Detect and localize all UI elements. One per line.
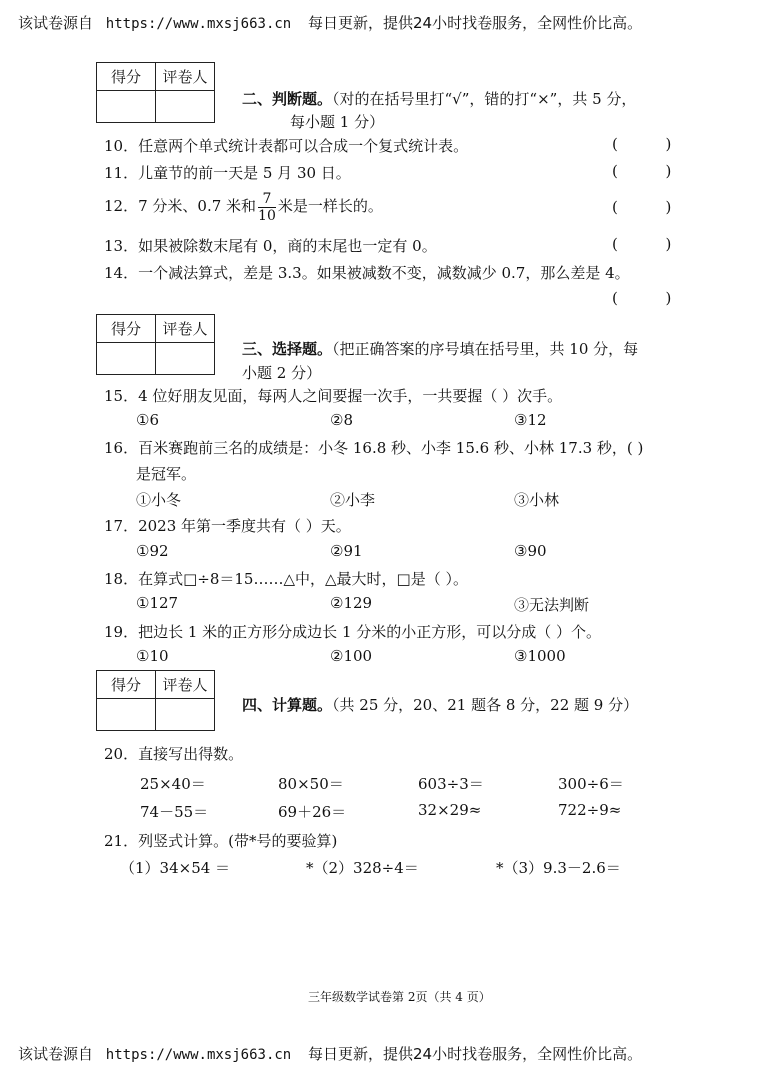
option-15-3[interactable]: ③12 (514, 411, 547, 429)
question-13: 13．如果被除数末尾有 0，商的末尾也一定有 0。 (104, 237, 437, 255)
score-cell[interactable] (97, 699, 156, 731)
grader-cell[interactable] (156, 91, 215, 123)
section-3-heading (242, 338, 638, 359)
section-3-title: 三、选择题。 (242, 340, 333, 358)
option-15-1[interactable]: ①6 (136, 411, 159, 429)
grader-cell[interactable] (156, 699, 215, 731)
score-label: 得分 (97, 63, 156, 91)
question-17: 17．2023 年第一季度共有（ ）天。 (104, 517, 351, 535)
score-box (96, 62, 215, 123)
answer-paren-13[interactable]: ( ) (612, 235, 672, 253)
option-15-2[interactable]: ②8 (330, 411, 353, 429)
section-4-heading (242, 694, 638, 715)
grader-cell[interactable] (156, 343, 215, 375)
question-15: 15．4 位好朋友见面，每两人之间要握一次手，一共要握（ ）次手。 (104, 387, 563, 405)
banner-prefix: 该试卷源自 (18, 14, 94, 32)
option-19-2[interactable]: ②100 (330, 647, 373, 665)
option-18-2[interactable]: ②129 (330, 594, 373, 612)
calc-20-3: 603÷3＝ (418, 775, 484, 793)
question-16: 16．百米赛跑前三名的成绩是：小冬 16.8 秒、小李 15.6 秒、小林 17.3 秒，( ) (104, 439, 644, 457)
option-17-1[interactable]: ①92 (136, 542, 169, 560)
grader-label: 评卷人 (156, 315, 215, 343)
question-16-line2: 是冠军。 (136, 465, 197, 483)
score-label: 得分 (97, 671, 156, 699)
option-19-1[interactable]: ①10 (136, 647, 169, 665)
calc-20-7: 32×29≈ (418, 801, 482, 819)
banner-url[interactable]: https://www.mxsj663.cn (105, 1047, 292, 1063)
calc-20-5: 74－55＝ (140, 803, 209, 821)
score-box (96, 314, 215, 375)
answer-paren-10[interactable]: ( ) (612, 135, 672, 153)
question-12: 12．7 分米、0.7 米和 $\frac{7}{10}$ 米是一样长的。 (104, 190, 383, 224)
page-footer: 三年级数学试卷第 2页（共 4 页） (308, 990, 491, 1004)
grader-label: 评卷人 (156, 63, 215, 91)
question-14: 14．一个减法算式，差是 3.3。如果被减数不变，减数减少 0.7，那么差是 4。 (104, 264, 630, 282)
option-17-2[interactable]: ②91 (330, 542, 363, 560)
question-21: 21．列竖式计算。(带*号的要验算) (104, 832, 338, 850)
calc-20-4: 300÷6＝ (558, 775, 624, 793)
calc-20-1: 25×40＝ (140, 775, 206, 793)
question-10: 10．任意两个单式统计表都可以合成一个复式统计表。 (104, 137, 469, 155)
question-20: 20．直接写出得数。 (104, 745, 244, 763)
banner-suffix: 每日更新，提供24小时找卷服务，全网性价比高。 (308, 14, 643, 32)
option-18-3[interactable]: ③无法判断 (514, 596, 590, 614)
calc-20-2: 80×50＝ (278, 775, 344, 793)
option-16-1[interactable]: ①小冬 (136, 491, 182, 509)
score-box (96, 670, 215, 731)
section-3-desc-line2: 小题 2 分） (242, 364, 322, 382)
section-2-desc: （对的在括号里打“√”，错的打“×”，共 5 分， (332, 90, 637, 108)
option-16-3[interactable]: ③小林 (514, 491, 560, 509)
calc-21-2: *（2）328÷4＝ (306, 859, 419, 877)
banner-prefix: 该试卷源自 (18, 1045, 94, 1063)
section-4-title: 四、计算题。 (242, 696, 333, 714)
answer-paren-12[interactable]: ( ) (612, 198, 672, 216)
section-2-heading (242, 88, 636, 109)
section-3-desc: （把正确答案的序号填在括号里，共 10 分，每 (332, 340, 639, 358)
calc-21-1: （1）34×54 ＝ (120, 859, 231, 877)
answer-paren-14[interactable]: ( ) (612, 289, 672, 307)
option-16-2[interactable]: ②小李 (330, 491, 376, 509)
fraction-7-10: $\frac{7}{10}$ (258, 190, 276, 224)
option-18-1[interactable]: ①127 (136, 594, 179, 612)
section-4-desc: （共 25 分，20、21 题各 8 分，22 题 9 分） (332, 696, 639, 714)
calc-21-3: *（3）9.3－2.6＝ (496, 859, 621, 877)
score-cell[interactable] (97, 343, 156, 375)
top-banner (18, 12, 642, 33)
grader-label: 评卷人 (156, 671, 215, 699)
score-label: 得分 (97, 315, 156, 343)
banner-suffix: 每日更新，提供24小时找卷服务，全网性价比高。 (308, 1045, 643, 1063)
option-17-3[interactable]: ③90 (514, 542, 547, 560)
banner-url[interactable]: https://www.mxsj663.cn (105, 16, 292, 32)
score-cell[interactable] (97, 91, 156, 123)
section-2-desc-line2: 每小题 1 分） (290, 113, 385, 131)
option-19-3[interactable]: ③1000 (514, 647, 566, 665)
calc-20-8: 722÷9≈ (558, 801, 622, 819)
answer-paren-11[interactable]: ( ) (612, 162, 672, 180)
question-11: 11．儿童节的前一天是 5 月 30 日。 (104, 164, 351, 182)
bottom-banner (18, 1043, 642, 1064)
calc-20-6: 69＋26＝ (278, 803, 347, 821)
question-19: 19．把边长 1 米的正方形分成边长 1 分米的小正方形，可以分成（ ）个。 (104, 623, 602, 641)
question-18: 18．在算式□÷8＝15……△中，△最大时，□是（ ）。 (104, 570, 468, 588)
section-2-title: 二、判断题。 (242, 90, 333, 108)
